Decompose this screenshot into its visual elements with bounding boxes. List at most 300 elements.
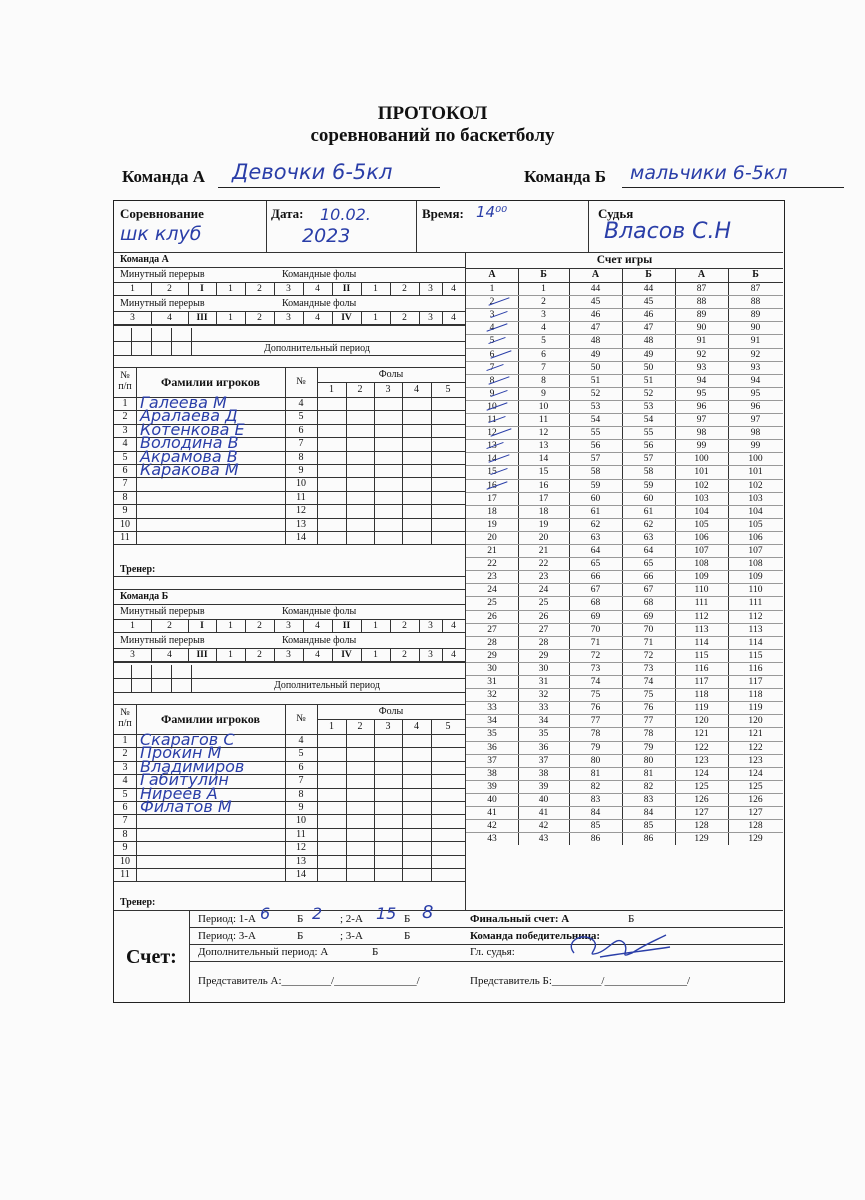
- fouls-col-label: Фолы: [378, 369, 404, 380]
- score-cell: 53: [643, 401, 654, 412]
- score-cell: 51: [590, 375, 601, 386]
- time-label: Время:: [422, 206, 464, 221]
- score-cell: 116: [694, 663, 709, 674]
- score-cell: 65: [590, 559, 601, 570]
- score-cell: 73: [590, 663, 601, 674]
- score-cell: 126: [748, 794, 763, 805]
- player-name: Аралаева Д: [140, 406, 238, 426]
- score-cell: 31: [487, 677, 497, 687]
- score-cell: 118: [748, 690, 763, 701]
- score-cell: 94: [696, 375, 707, 386]
- foul-cell: 1: [373, 284, 378, 294]
- score-cell: 50: [590, 362, 601, 373]
- line: [114, 604, 465, 605]
- score-cell: 27: [487, 624, 497, 635]
- score-cell: 34: [487, 716, 497, 727]
- line: [114, 355, 465, 356]
- score-cell: 74: [643, 677, 654, 687]
- score-cell: 23: [487, 572, 497, 583]
- timeout-label: Минутный перерыв: [120, 606, 205, 617]
- score-cell: 18: [538, 506, 549, 517]
- final-score-label: Финальный счет: А: [470, 913, 570, 925]
- foul-cell: 4: [315, 650, 320, 660]
- score-cell: 11: [487, 415, 497, 425]
- score-cell: 56: [643, 441, 654, 452]
- score-cell: 3: [541, 310, 546, 321]
- foul-cell: 3: [428, 650, 433, 660]
- foul-cell: 1: [130, 284, 135, 294]
- foul-cell: 3: [428, 284, 433, 294]
- score-col-header: А: [591, 269, 600, 280]
- score-cell: 31: [538, 677, 549, 687]
- chief-judge-label: Гл. судья:: [470, 946, 515, 958]
- score-col-header: А: [697, 269, 706, 280]
- period-3-label: Период: 3-А: [198, 930, 256, 942]
- score-cell: 68: [643, 598, 654, 609]
- score-cell: 128: [694, 821, 709, 832]
- player-number: 4: [298, 398, 304, 409]
- score-cell: 42: [487, 821, 497, 832]
- score-cell: 25: [487, 598, 497, 609]
- score-cell: 7: [489, 362, 495, 373]
- score-cell: 121: [748, 729, 763, 740]
- score-cell: 16: [487, 480, 497, 491]
- score-cell: 8: [541, 375, 546, 386]
- foul-cell: 2: [167, 621, 172, 631]
- score-cell: 2: [489, 297, 495, 308]
- score-cell: 21: [538, 546, 549, 556]
- score-cell: 76: [590, 703, 601, 714]
- cell-divider: [131, 665, 132, 692]
- foul-cell: 2: [402, 284, 407, 294]
- score-cell: 103: [694, 493, 709, 504]
- score-cell: 52: [590, 388, 601, 399]
- score-cell: 23: [538, 572, 549, 583]
- b-label: Б: [297, 913, 304, 925]
- score-cell: 61: [643, 506, 654, 517]
- score-cell: 89: [696, 310, 707, 321]
- score-cell: 97: [750, 415, 761, 425]
- player-number: 11: [296, 491, 306, 503]
- score-cell: 59: [590, 480, 601, 491]
- score-cell: 36: [487, 742, 497, 753]
- score-cell: 115: [748, 650, 763, 661]
- foul-cell: 3: [428, 313, 433, 323]
- extra-period-label: Дополнительный период: А: [198, 946, 329, 958]
- b-label: Б: [404, 913, 411, 925]
- player-name: Скарагов С: [140, 730, 235, 749]
- score-cell: 39: [487, 781, 497, 792]
- score-cell: 127: [748, 808, 763, 818]
- player-number: 6: [298, 761, 304, 773]
- foul-cell: 4: [315, 284, 320, 294]
- score-cell: 81: [643, 768, 654, 779]
- score-cell: 60: [590, 493, 601, 504]
- foul-num: 2: [357, 721, 363, 732]
- team-b-heading: Команда Б: [120, 591, 169, 602]
- score-cell: 70: [590, 624, 601, 635]
- score-cell: 15: [487, 467, 497, 478]
- player-number: 8: [298, 788, 304, 800]
- score-cell: 80: [590, 755, 601, 766]
- foul-cell: 1: [373, 650, 378, 660]
- competition-value: шк клуб: [120, 223, 202, 245]
- player-index: 4: [122, 438, 128, 450]
- score-cell: 47: [643, 323, 654, 334]
- score-cell: 105: [694, 519, 709, 530]
- foul-cell: 2: [257, 313, 262, 323]
- score-cell: 45: [643, 297, 654, 308]
- score-cell: 67: [643, 585, 654, 596]
- foul-cell: 3: [130, 313, 135, 323]
- player-name: Галеева М: [140, 393, 227, 412]
- score-cell: 13: [538, 441, 549, 452]
- date-value-2: 2023: [302, 225, 351, 247]
- score-cell: 5: [541, 336, 546, 347]
- score-cell: 64: [590, 546, 601, 556]
- score-cell: 49: [643, 349, 654, 360]
- team-b-coach-label: Тренер:: [120, 897, 156, 908]
- score-cell: 8: [489, 375, 495, 386]
- score-cell: 1: [541, 284, 546, 294]
- line: [114, 632, 465, 633]
- score-cell: 57: [590, 454, 601, 465]
- foul-num: 1: [329, 384, 334, 395]
- extra-period-label: Дополнительный период: [264, 343, 370, 354]
- score-cell: 71: [643, 637, 654, 648]
- cell-divider: [131, 328, 132, 355]
- score-cell: 57: [643, 454, 654, 465]
- foul-cell: 2: [257, 284, 262, 294]
- player-name: Володина В: [140, 433, 239, 453]
- score-cell: 42: [538, 821, 549, 832]
- score-cell: 2: [541, 297, 546, 308]
- score-cell: 61: [590, 506, 601, 517]
- foul-cell: 1: [228, 650, 233, 660]
- cell-divider: [171, 665, 172, 692]
- player-name: Прокин М: [140, 743, 222, 763]
- foul-cell: IV: [341, 650, 352, 660]
- line: [114, 267, 465, 268]
- score-cell: 91: [696, 336, 707, 347]
- score-cell: 103: [748, 493, 763, 504]
- score-cell: 60: [643, 493, 654, 504]
- time-value: 14⁰⁰: [476, 203, 508, 221]
- score-cell: 20: [538, 532, 549, 543]
- score-cell: 90: [750, 323, 761, 334]
- foul-cell: 1: [130, 621, 135, 631]
- score-cell: 113: [748, 624, 763, 635]
- player-number: 14: [296, 869, 306, 880]
- date-label: Дата:: [271, 206, 304, 221]
- line: [317, 719, 465, 720]
- score-cell: 22: [487, 559, 497, 570]
- subtitle-text: соревнований по баскетболу: [310, 125, 555, 146]
- score-cell: 112: [694, 611, 709, 622]
- score-cell: 41: [538, 808, 549, 818]
- player-index: 2: [122, 411, 128, 423]
- score-cell: 18: [487, 506, 497, 517]
- score-cell: 124: [694, 768, 709, 779]
- score-cell: 104: [694, 506, 709, 517]
- score-cell: 100: [694, 454, 709, 465]
- player-number: 7: [298, 775, 304, 787]
- score-cell: 83: [590, 794, 601, 805]
- score-cell: 36: [538, 742, 549, 753]
- score-cell: 27: [538, 624, 549, 635]
- foul-num: 4: [414, 721, 419, 732]
- score-cell: 128: [748, 821, 763, 832]
- title-text: ПРОТОКОЛ: [377, 103, 488, 124]
- player-number: 5: [298, 411, 304, 423]
- chief-judge-signature: [554, 923, 674, 967]
- score-cell: 80: [643, 755, 654, 766]
- foul-num: 4: [414, 384, 419, 395]
- score-cell: 66: [590, 572, 601, 583]
- score-cell: 72: [590, 650, 601, 661]
- score-cell: 7: [541, 362, 546, 373]
- period-3b-label: ; 3-А: [340, 930, 363, 942]
- cell-divider: [171, 328, 172, 355]
- score-cell: 79: [643, 742, 654, 753]
- score-cell: 15: [538, 467, 549, 478]
- foul-cell: 4: [167, 313, 172, 323]
- score-cell: 32: [487, 690, 497, 701]
- num-label: №: [296, 376, 306, 387]
- score-cell: 86: [643, 834, 654, 845]
- b-label: Б: [628, 913, 635, 925]
- score-cell: 94: [750, 375, 761, 386]
- player-index: 2: [122, 748, 128, 760]
- score-cell: 77: [590, 716, 601, 727]
- score-cell: 109: [694, 572, 709, 583]
- score-cell: 119: [694, 703, 709, 714]
- foul-cell: 2: [402, 621, 407, 631]
- score-cell: 117: [694, 677, 709, 687]
- meta-bottom-line: [114, 252, 783, 253]
- foul-num: 1: [329, 721, 334, 732]
- judge-label: Судья: [598, 206, 634, 221]
- score-cell: 64: [643, 546, 654, 556]
- meta-divider: [266, 201, 267, 252]
- player-index: 5: [122, 451, 128, 463]
- score-cell: 123: [694, 755, 709, 766]
- player-name: Владимиров: [140, 756, 245, 776]
- player-index: 3: [122, 761, 128, 773]
- score-cell: 62: [643, 519, 654, 530]
- score-cell: 43: [487, 834, 497, 845]
- score-cell: 82: [590, 781, 601, 792]
- line: [189, 961, 783, 962]
- score-cell: 32: [538, 690, 549, 701]
- foul-num: 5: [445, 384, 451, 395]
- score-cell: 112: [748, 611, 763, 622]
- score-cell: 46: [590, 310, 601, 321]
- player-number: 12: [296, 505, 306, 517]
- score-cell: 81: [590, 768, 601, 779]
- cell-divider: [151, 665, 152, 692]
- line: [114, 910, 783, 911]
- timeout-label: Минутный перерыв: [120, 635, 205, 646]
- score-cell: 46: [643, 310, 654, 321]
- player-number: 14: [296, 532, 306, 543]
- score-cell: 85: [590, 821, 601, 832]
- score-cell: 121: [694, 729, 709, 740]
- foul-cell: 1: [228, 313, 233, 323]
- score-cell: 106: [748, 532, 763, 543]
- score-cell: 72: [643, 650, 654, 661]
- score-cell: 10: [538, 401, 549, 412]
- score-cell: 107: [694, 546, 709, 556]
- score-cell: 41: [487, 808, 497, 818]
- player-name: Котенкова Е: [140, 419, 245, 439]
- score-cell: 115: [694, 650, 709, 661]
- score-cell: 101: [694, 467, 709, 478]
- fouls-col-label: Фолы: [378, 706, 404, 717]
- period-2-a-score: 15: [376, 904, 397, 923]
- foul-num: 2: [357, 384, 363, 395]
- score-cell: 93: [696, 362, 707, 373]
- score-cell: 91: [750, 336, 761, 347]
- timeout-label: Минутный перерыв: [120, 298, 205, 309]
- score-cell: 77: [643, 716, 654, 727]
- player-index: 5: [122, 788, 128, 800]
- score-cell: 38: [487, 768, 497, 779]
- player-index: 6: [122, 802, 128, 813]
- player-name: Каракова М: [140, 460, 239, 479]
- foul-cell: I: [200, 284, 204, 294]
- cell-divider: [191, 328, 192, 355]
- score-cell: 33: [538, 703, 549, 714]
- score-cell: 55: [643, 428, 654, 439]
- score-cell: 4: [489, 323, 495, 334]
- score-cell: 108: [694, 559, 709, 570]
- score-cell: 40: [487, 794, 497, 805]
- score-cell: 59: [643, 480, 654, 491]
- player-number: 5: [298, 748, 304, 760]
- score-cell: 129: [748, 834, 763, 845]
- period-1-a-score: 6: [260, 904, 271, 923]
- score-cell: 26: [538, 611, 549, 622]
- player-index: 7: [122, 815, 128, 827]
- foul-cell: 4: [451, 650, 456, 660]
- score-cell: 6: [541, 349, 546, 360]
- rep-b-label: Представитель Б:_________/_______________/: [470, 975, 690, 987]
- foul-cell: 3: [286, 284, 291, 294]
- score-cell: 108: [748, 559, 763, 570]
- score-cell: 104: [748, 506, 763, 517]
- score-cell: 17: [487, 493, 497, 504]
- player-index: 10: [120, 855, 130, 867]
- foul-cell: 2: [402, 313, 407, 323]
- score-cell: 28: [538, 637, 549, 648]
- score-cell: 102: [748, 480, 763, 491]
- score-cell: 114: [694, 637, 709, 648]
- score-cell: 124: [748, 768, 763, 779]
- line: [114, 576, 465, 577]
- score-cell: 43: [538, 834, 549, 845]
- period-2-b-score: 8: [422, 902, 434, 923]
- score-cell: 24: [487, 585, 497, 596]
- score-cell: 52: [643, 388, 654, 399]
- foul-num: 3: [385, 384, 391, 395]
- team-a-heading: Команда А: [120, 254, 169, 265]
- score-col-header: Б: [752, 269, 759, 280]
- player-index: 8: [122, 491, 128, 503]
- score-cell: 96: [696, 401, 707, 412]
- rep-a-label: Представитель А:_________/_______________/: [198, 975, 420, 987]
- score-cell: 95: [696, 388, 707, 399]
- score-cell: 35: [487, 729, 497, 740]
- player-index: 6: [122, 465, 128, 476]
- foul-cell: 1: [228, 284, 233, 294]
- players-no-label: № п/п: [118, 370, 132, 392]
- score-cell: 92: [696, 349, 707, 360]
- score-cell: 74: [590, 677, 601, 687]
- score-col-header: Б: [540, 269, 547, 280]
- line: [114, 544, 465, 545]
- score-cell: 1: [489, 284, 495, 294]
- score-cell: 82: [643, 781, 654, 792]
- score-cell: 54: [590, 415, 601, 425]
- score-cell: 11: [538, 415, 549, 425]
- cell-divider: [151, 328, 152, 355]
- score-cell: 44: [643, 284, 654, 294]
- player-name: Габитулин: [140, 770, 229, 790]
- score-col-header: Б: [645, 269, 652, 280]
- foul-cell: 3: [286, 621, 291, 631]
- score-cell: 55: [590, 428, 601, 439]
- team-fouls-label: Командные фолы: [282, 606, 357, 617]
- player-index: 3: [122, 424, 128, 436]
- player-index: 4: [122, 775, 128, 787]
- score-cell: 5: [489, 336, 495, 347]
- cell-divider: [191, 665, 192, 692]
- score-cell: 78: [590, 729, 601, 740]
- score-cell: 44: [590, 284, 601, 294]
- foul-cell: 2: [167, 284, 172, 294]
- score-cell: 97: [696, 415, 707, 425]
- score-label: Счет:: [126, 946, 177, 968]
- players-label: Фамилии игроков: [161, 712, 260, 726]
- period-1-b-score: 2: [312, 904, 323, 923]
- score-cell: 38: [538, 768, 549, 779]
- score-cell: 90: [696, 323, 707, 334]
- player-number: 9: [298, 465, 304, 476]
- score-cell: 75: [590, 690, 601, 701]
- score-cell: 111: [694, 598, 709, 609]
- player-index: 9: [122, 842, 128, 854]
- score-cell: 58: [643, 467, 654, 478]
- score-cell: 62: [590, 519, 601, 530]
- score-cell: 99: [750, 441, 761, 452]
- line: [114, 325, 465, 326]
- score-cell: 120: [748, 716, 763, 727]
- team-a-label: Команда А: [122, 167, 206, 186]
- score-cell: 106: [694, 532, 709, 543]
- foul-cell: II: [342, 284, 351, 294]
- player-number: 6: [298, 424, 304, 436]
- score-cell: 35: [538, 729, 549, 740]
- score-cell: 54: [643, 415, 654, 425]
- score-cell: 79: [590, 742, 601, 753]
- foul-cell: 1: [373, 313, 378, 323]
- players-label: Фамилии игроков: [161, 375, 260, 389]
- foul-cell: 4: [451, 284, 456, 294]
- foul-cell: 2: [402, 650, 407, 660]
- score-cell: 22: [538, 559, 549, 570]
- score-cell: 86: [590, 834, 601, 845]
